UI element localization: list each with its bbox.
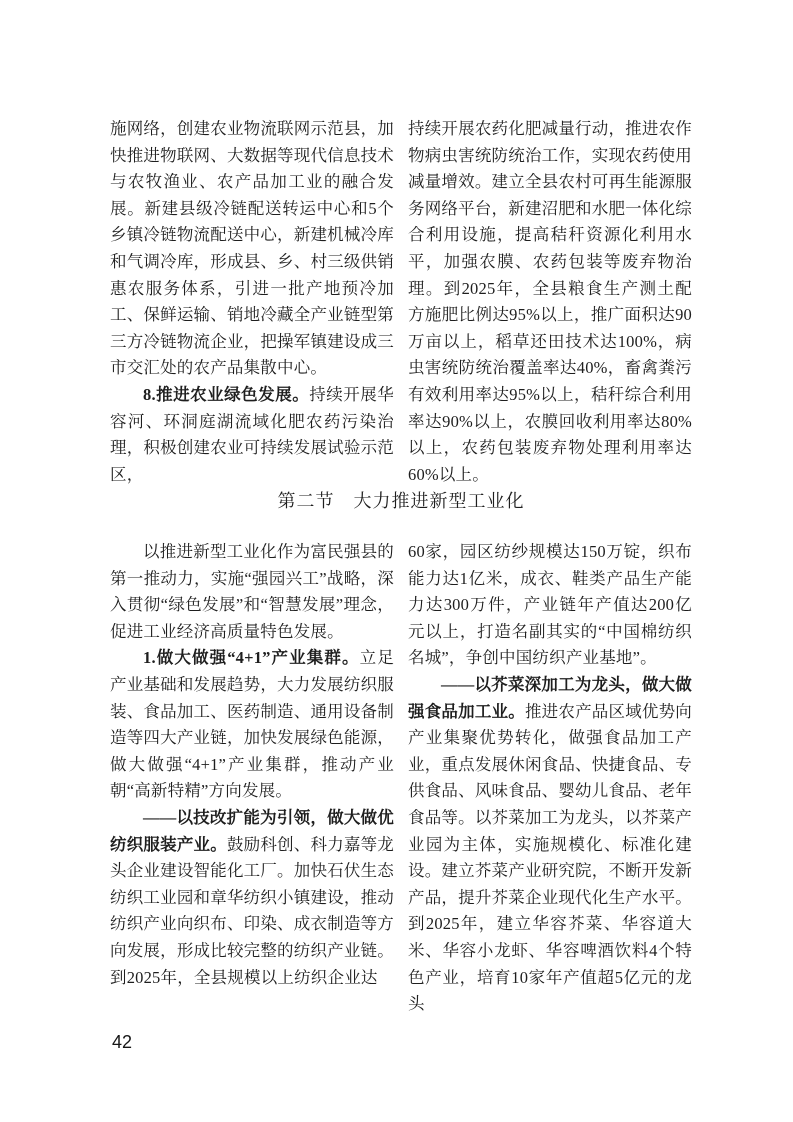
paragraph bbox=[110, 645, 394, 805]
section-1-body bbox=[110, 116, 692, 488]
paragraph bbox=[110, 116, 394, 382]
text-run: 60家，园区纺纱规模达150万锭，织布能力达1亿米，成衣、鞋类产品生产能力达300万件，产业链年产值达200亿元以上，打造名副其实的“中国棉纺织名城”，争创中国纺织产业基地”。 bbox=[408, 542, 692, 668]
left-column bbox=[110, 539, 394, 1018]
text-run: 立足产业基础和发展趋势，大力发展纺织服装、食品加工、医药制造、通用设备制造等四大产业链，加快发展绿色能源，做大做强“4+1”产业集群，推动产业朝“高新特精”方向发展。 bbox=[110, 648, 394, 801]
right-column bbox=[408, 116, 692, 488]
text-run: 施网络，创建农业物流联网示范县，加快推进物联网、大数据等现代信息技术与农牧渔业、农产品加工业的融合发展。新建县级冷链配送转运中心和5个乡镇冷链物流配送中心，新建机械冷库和气调冷库，形成县、乡、村三级供销惠农服务体系，引进一批产地预冷加工、保鲜运输、销地冷藏全产业链型第三方冷链物流企业，把操军镇建设成三市交汇处的农产品集散中心。 bbox=[110, 119, 394, 378]
bold-text-run: 1.做大做强“4+1”产业集群。 bbox=[143, 648, 360, 668]
text-run: 推进农产品区域优势向产业集聚优势转化，做强食品加工产业，重点发展休闲食品、快捷食品、专供食品、风味食品、婴幼儿食品、老年食品等。以芥菜加工为龙头，以芥菜产业园为主体，实施规模化、标准化建设。建立芥菜产业研究院，不断开发新产品，提升芥菜企业现代化生产水平。到2025年，建立华容芥菜、华容道大米、华容小龙虾、华容啤酒饮料4个特色产业，培育10家年产值超5亿元的龙头 bbox=[408, 701, 693, 1014]
section-2-body bbox=[110, 539, 692, 1018]
left-column bbox=[110, 116, 394, 488]
paragraph bbox=[110, 382, 394, 488]
text-run: 以推进新型工业化作为富民强县的第一推动力，实施“强园兴工”战略，深入贯彻“绿色发展”和“智慧发展”理念，促进工业经济高质量特色发展。 bbox=[110, 542, 394, 641]
text-run: 持续开展华容河、环洞庭湖流域化肥农药污染治理，积极创建农业可持续发展试验示范区， bbox=[110, 384, 394, 484]
bold-text-run: 8.推进农业绿色发展。 bbox=[143, 384, 310, 404]
bold-text-run: ——以芥菜深加工为龙头，做大做强食品加工业。 bbox=[408, 674, 692, 721]
paragraph bbox=[408, 539, 692, 672]
text-run: 持续开展农药化肥减量行动，推进农作物病虫害统防统治工作，实现农药使用减量增效。建立全县农村可再生能源服务网络平台，新建沼肥和水肥一体化综合利用设施，提高秸秆资源化利用水平，加强农膜、农药包装等废弃物治理。到2025年，全县粮食生产测土配方施肥比例达95%以上，推广面积达90万亩以上，稻草还田技术达100%，病虫害统防统治覆盖率达40%，畜禽粪污有效利用率达95%以上，秸秆综合利用率达90%以上，农膜回收利用率达80%以上，农药包装废弃物处理利用率达60%以上。 bbox=[408, 119, 692, 484]
text-run: 鼓励科创、科力嘉等龙头企业建设智能化工厂。加快石伏生态纺织工业园和章华纺织小镇建设，推动纺织产业向织布、印染、成衣制造等方向发展，形成比较完整的纺织产业链。到2025年，全县规模以上纺织企业达 bbox=[110, 834, 395, 987]
right-column bbox=[408, 539, 692, 1018]
paragraph bbox=[110, 805, 394, 991]
paragraph bbox=[408, 672, 692, 1018]
paragraph bbox=[408, 116, 692, 488]
section-heading: 第二节 大力推进新型工业化 bbox=[277, 491, 525, 511]
paragraph bbox=[110, 539, 394, 645]
page-number: 42 bbox=[112, 1032, 133, 1052]
bold-text-run: ——以技改扩能为引领，做大做优纺织服装产业。 bbox=[110, 807, 394, 854]
